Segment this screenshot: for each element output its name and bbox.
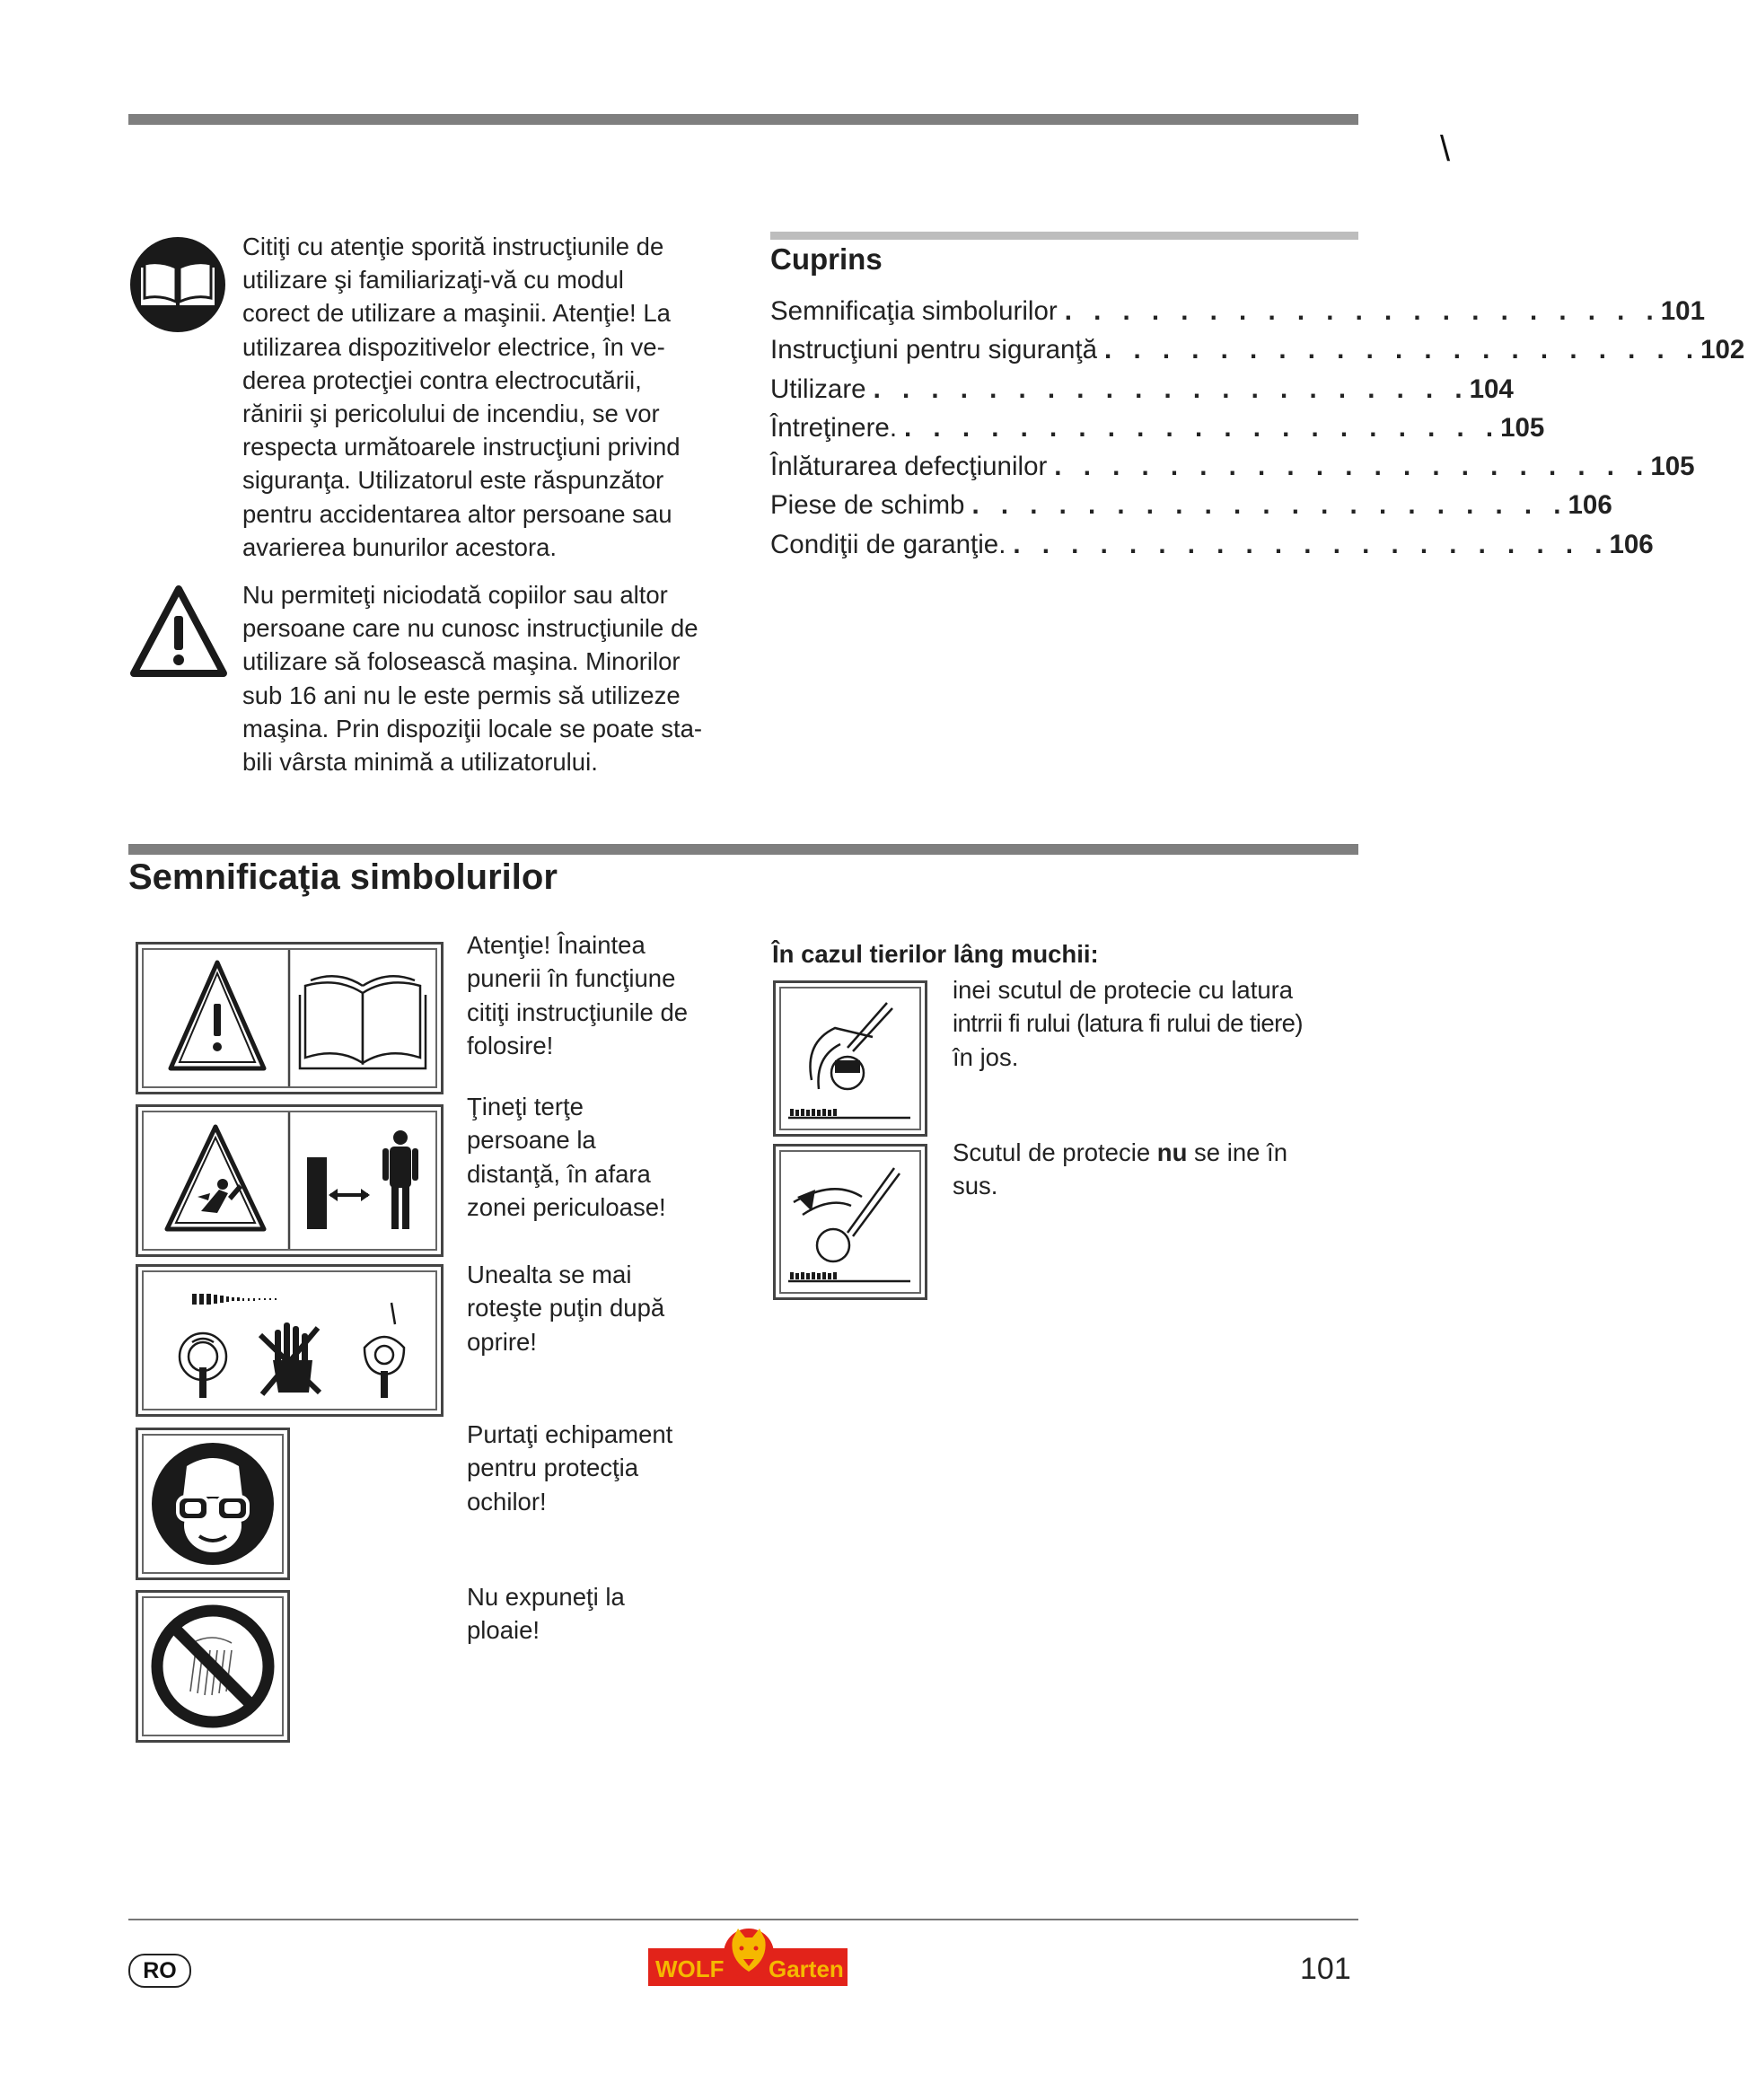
text-line: utilizare să folosească maşina. Minorilor: [242, 647, 681, 676]
wolf-garten-logo: [648, 1927, 848, 1990]
text-line: punerii în funcţiune: [467, 964, 676, 993]
symbol-no-rain-text: [467, 1580, 700, 1647]
toc-entry-page: 106: [1568, 490, 1612, 521]
toc-entry-page: 105: [1500, 412, 1545, 443]
toc-entry-label: Semnificaţia simbolurilor: [770, 296, 1058, 326]
toc-entry-label: Utilizare: [770, 373, 866, 404]
symbol-tool-rotates-text: [467, 1258, 700, 1358]
text-line: maşina. Prin dispoziţii locale se poate sta-: [242, 714, 703, 742]
text-line: rănirii şi pericolului de incendiu, se vor: [242, 400, 660, 428]
symbol-eye-protection-text: [467, 1418, 718, 1518]
text-line: utilizare şi familiarizaţi-vă cu modul: [242, 266, 624, 294]
toc-entry[interactable]: [770, 529, 1654, 568]
toc-rule: [770, 232, 1358, 240]
table-of-contents: [770, 296, 1745, 568]
toc-entry-page: 106: [1609, 529, 1654, 559]
logo-text-left: WOLF: [655, 1955, 725, 1982]
toc-leader-dots: . . . . . . . . . . . . . . . . . . . . .: [873, 373, 1470, 404]
toc-leader-dots: . . . . . . . . . . . . . . . . . . . . .: [1054, 452, 1651, 482]
text-run: se ine în: [1187, 1138, 1287, 1166]
toc-title: Cuprins: [770, 242, 883, 276]
toc-leader-dots: . . . . . . . . . . . . . . . . . . . . .: [1013, 529, 1610, 559]
text-run-bold: nu: [1156, 1138, 1188, 1166]
text-line: distanţă, în afara: [467, 1159, 651, 1188]
toc-entry[interactable]: [770, 335, 1745, 373]
toc-entry-label: Întreţinere.: [770, 412, 898, 443]
toc-leader-dots: . . . . . . . . . . . . . . . . . . . . .: [1104, 335, 1701, 365]
text-line: ochilor!: [467, 1487, 547, 1516]
text-line: oprire!: [467, 1327, 537, 1356]
edge-shield-not-up-text: [953, 1136, 1366, 1203]
toc-entry-page: 102: [1700, 335, 1745, 365]
toc-entry-label: Piese de schimb: [770, 490, 965, 521]
logo-text-right: Garten: [769, 1955, 844, 1982]
text-line: Atenţie! Înaintea: [467, 931, 646, 959]
symbol-edge-shield-down: [773, 980, 927, 1137]
toc-entry-page: 105: [1650, 452, 1695, 482]
page-number: 101: [1300, 1952, 1351, 1986]
text-line: bili vârsta minimă a utilizatorului.: [242, 748, 598, 777]
toc-entry-label: Condiţii de garanţie.: [770, 529, 1006, 559]
symbol-keep-distance: [136, 1104, 444, 1257]
text-line: Nu expuneţi la: [467, 1583, 625, 1611]
text-line: ploaie!: [467, 1616, 540, 1645]
text-line: [953, 1136, 1366, 1169]
text-line: corect de utilizare a maşinii. Atenţie! La: [242, 299, 671, 328]
text-line: Unealta se mai: [467, 1261, 632, 1288]
text-line: persoane la: [467, 1126, 596, 1155]
text-line: intrrii fi rului (latura fi rului de tiere): [953, 1009, 1303, 1038]
text-line: avarierea bunurilor acestora.: [242, 532, 558, 561]
symbol-tool-rotates: [136, 1264, 444, 1417]
text-line: Nu permiteţi niciodată copiilor sau altor: [242, 581, 668, 609]
book-icon: [128, 235, 227, 338]
text-line: Ţineţi terţe: [467, 1093, 584, 1120]
region-badge: RO: [128, 1954, 191, 1988]
text-line: folosire!: [467, 1032, 554, 1060]
toc-entry[interactable]: [770, 373, 1514, 413]
section-title: Semnificaţia simbolurilor: [128, 857, 558, 897]
symbol-edge-shield-not-up: [773, 1144, 927, 1300]
text-line: Purtaţi echipament: [467, 1420, 673, 1448]
text-line: derea protecţiei contra electrocutării,: [242, 365, 642, 394]
text-run: Scutul de protecie: [953, 1138, 1157, 1166]
text-line: respecta următoarele instrucţiuni privind: [242, 433, 681, 461]
text-line: roteşte puţin după: [467, 1294, 665, 1322]
text-line: pentru protecţia: [467, 1454, 639, 1482]
edge-cutting-heading: În cazul tierilor lâng muchii:: [772, 940, 1099, 968]
toc-entry[interactable]: [770, 452, 1695, 490]
text-line: persoane care nu cunosc instrucţiunile de: [242, 614, 698, 643]
text-line: în jos.: [953, 1042, 1019, 1071]
footer-rule: [128, 1919, 1358, 1920]
toc-entry-label: Înlăturarea defecţiunilor: [770, 452, 1048, 482]
text-line: siguranţa. Utilizatorul este răspunzător: [242, 466, 664, 495]
text-line: inei scutul de protecie cu latura: [953, 976, 1294, 1004]
toc-entry-page: 101: [1660, 296, 1705, 326]
text-line: citiţi instrucţiunile de: [467, 997, 689, 1026]
toc-entry[interactable]: [770, 296, 1705, 335]
text-line: sus.: [953, 1172, 998, 1200]
toc-entry[interactable]: [770, 412, 1545, 452]
symbol-read-manual: [136, 942, 444, 1094]
text-line: sub 16 ani nu le este permis să utilizeze: [242, 681, 681, 709]
corner-mark: \: [1440, 129, 1451, 169]
text-line: zonei periculoase!: [467, 1193, 666, 1222]
symbol-keep-distance-text: [467, 1090, 700, 1225]
symbol-read-manual-text: [467, 928, 700, 1063]
toc-leader-dots: . . . . . . . . . . . . . . . . . . . . .: [971, 490, 1568, 521]
toc-entry[interactable]: [770, 490, 1612, 529]
section-rule: [128, 844, 1358, 855]
toc-leader-dots: . . . . . . . . . . . . . . . . . . . . .: [904, 412, 1501, 443]
intro-book-paragraph: [242, 230, 727, 564]
text-line: utilizarea dispozitivelor electrice, în ve-: [242, 332, 665, 361]
edge-shield-down-text: [953, 973, 1366, 1074]
top-rule: [128, 114, 1358, 125]
symbol-eye-protection: [136, 1428, 290, 1580]
toc-leader-dots: . . . . . . . . . . . . . . . . . . . . .: [1064, 296, 1661, 326]
symbol-no-rain: [136, 1590, 290, 1743]
warning-triangle-icon: [128, 584, 229, 687]
text-line: Citiţi cu atenţie sporită instrucţiunile de: [242, 233, 664, 260]
toc-entry-label: Instrucţiuni pentru siguranţă: [770, 335, 1098, 365]
toc-entry-page: 104: [1469, 373, 1514, 404]
intro-warning-paragraph: [242, 578, 736, 778]
text-line: pentru accidentarea altor persoane sau: [242, 499, 672, 528]
